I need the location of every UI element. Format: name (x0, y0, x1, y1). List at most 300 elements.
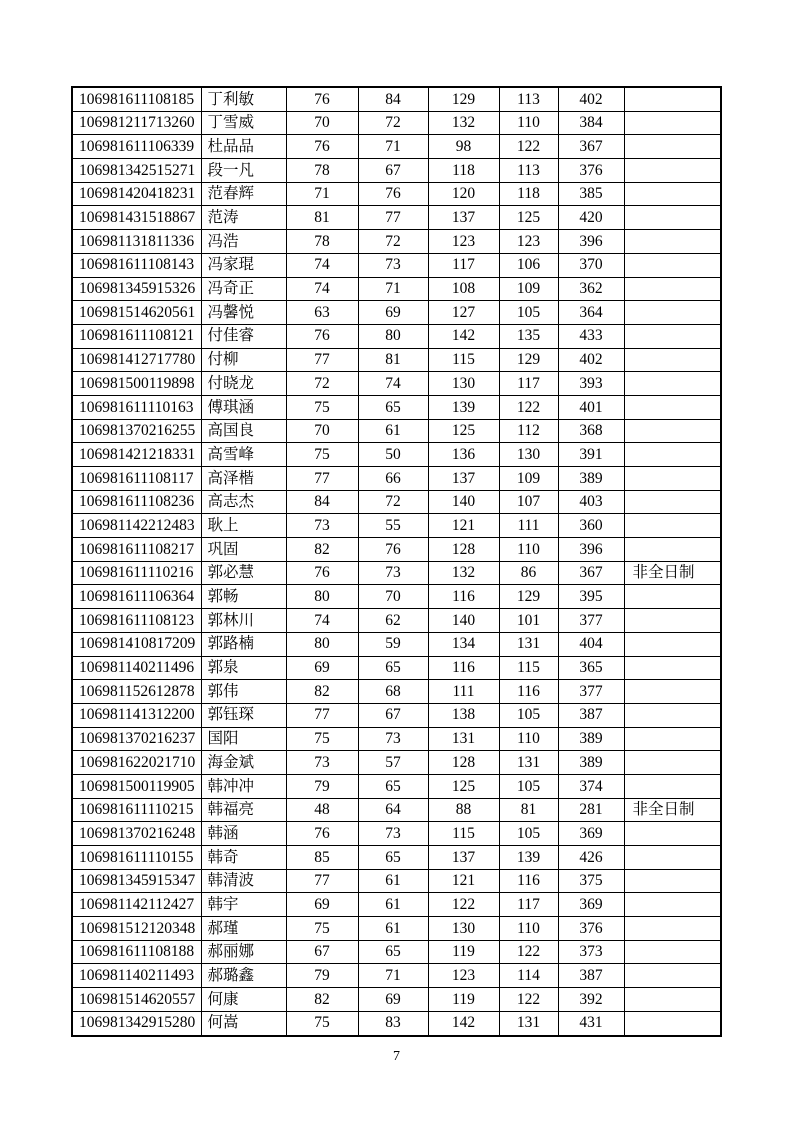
note-cell (624, 727, 721, 751)
total-score-cell: 389 (558, 467, 624, 491)
candidate-id-cell: 106981611108143 (72, 253, 201, 277)
candidate-id-cell: 106981152612878 (72, 680, 201, 704)
table-row (72, 988, 721, 1012)
score4-cell: 110 (499, 538, 558, 562)
score2-cell: 83 (358, 1011, 428, 1035)
candidate-name-cell: 巩固 (201, 538, 286, 562)
candidate-name-cell: 韩冲冲 (201, 774, 286, 798)
candidate-name-cell: 范春辉 (201, 182, 286, 206)
table-row (72, 206, 721, 230)
note-cell (624, 348, 721, 372)
note-cell (624, 277, 721, 301)
score4-cell: 118 (499, 182, 558, 206)
candidate-name-cell: 韩福亮 (201, 798, 286, 822)
candidate-name-cell: 段一凡 (201, 159, 286, 183)
score1-cell: 76 (286, 561, 358, 585)
note-cell (624, 632, 721, 656)
total-score-cell: 391 (558, 443, 624, 467)
candidate-id-cell: 106981611108123 (72, 609, 201, 633)
score4-cell: 129 (499, 585, 558, 609)
score4-cell: 131 (499, 1011, 558, 1035)
table-row (72, 277, 721, 301)
total-score-cell: 377 (558, 609, 624, 633)
total-score-cell: 377 (558, 680, 624, 704)
candidate-name-cell: 杜品品 (201, 135, 286, 159)
score2-cell: 72 (358, 111, 428, 135)
score2-cell: 61 (358, 869, 428, 893)
score4-cell: 131 (499, 751, 558, 775)
score1-cell: 75 (286, 395, 358, 419)
candidate-name-cell: 丁雪威 (201, 111, 286, 135)
score1-cell: 73 (286, 514, 358, 538)
score3-cell: 115 (428, 348, 499, 372)
candidate-id-cell: 106981345915326 (72, 277, 201, 301)
table-row (72, 490, 721, 514)
score3-cell: 115 (428, 822, 499, 846)
score4-cell: 116 (499, 680, 558, 704)
score2-cell: 72 (358, 230, 428, 254)
score3-cell: 140 (428, 609, 499, 633)
note-cell (624, 869, 721, 893)
candidate-name-cell: 付柳 (201, 348, 286, 372)
score3-cell: 123 (428, 964, 499, 988)
table-row (72, 656, 721, 680)
score1-cell: 77 (286, 348, 358, 372)
candidate-id-cell: 106981410817209 (72, 632, 201, 656)
score4-cell: 101 (499, 609, 558, 633)
candidate-name-cell: 韩涵 (201, 822, 286, 846)
note-cell (624, 822, 721, 846)
score2-cell: 73 (358, 822, 428, 846)
table-row (72, 869, 721, 893)
score2-cell: 50 (358, 443, 428, 467)
candidate-id-cell: 106981500119898 (72, 372, 201, 396)
total-score-cell: 376 (558, 159, 624, 183)
note-cell (624, 988, 721, 1012)
table-row (72, 798, 721, 822)
score1-cell: 80 (286, 585, 358, 609)
score1-cell: 77 (286, 703, 358, 727)
score2-cell: 77 (358, 206, 428, 230)
total-score-cell: 395 (558, 585, 624, 609)
score4-cell: 114 (499, 964, 558, 988)
score1-cell: 70 (286, 111, 358, 135)
score4-cell: 125 (499, 206, 558, 230)
table-row (72, 514, 721, 538)
score2-cell: 70 (358, 585, 428, 609)
note-cell (624, 893, 721, 917)
note-cell (624, 324, 721, 348)
candidate-id-cell: 106981611108121 (72, 324, 201, 348)
score1-cell: 70 (286, 419, 358, 443)
note-cell (624, 135, 721, 159)
score1-cell: 75 (286, 1011, 358, 1035)
candidate-name-cell: 何嵩 (201, 1011, 286, 1035)
candidate-name-cell: 郭畅 (201, 585, 286, 609)
score1-cell: 80 (286, 632, 358, 656)
total-score-cell: 404 (558, 632, 624, 656)
candidate-name-cell: 海金斌 (201, 751, 286, 775)
total-score-cell: 360 (558, 514, 624, 538)
candidate-id-cell: 106981611108188 (72, 940, 201, 964)
total-score-cell: 376 (558, 917, 624, 941)
score2-cell: 57 (358, 751, 428, 775)
note-cell (624, 940, 721, 964)
score2-cell: 73 (358, 253, 428, 277)
score1-cell: 82 (286, 988, 358, 1012)
score4-cell: 105 (499, 774, 558, 798)
note-cell (624, 372, 721, 396)
score3-cell: 125 (428, 419, 499, 443)
table-row (72, 443, 721, 467)
total-score-cell: 281 (558, 798, 624, 822)
score2-cell: 72 (358, 490, 428, 514)
score4-cell: 109 (499, 277, 558, 301)
score3-cell: 130 (428, 917, 499, 941)
total-score-cell: 365 (558, 656, 624, 680)
note-cell (624, 253, 721, 277)
total-score-cell: 389 (558, 727, 624, 751)
table-row (72, 703, 721, 727)
total-score-cell: 374 (558, 774, 624, 798)
score2-cell: 80 (358, 324, 428, 348)
candidate-name-cell: 冯奇正 (201, 277, 286, 301)
score3-cell: 98 (428, 135, 499, 159)
score2-cell: 61 (358, 893, 428, 917)
total-score-cell: 403 (558, 490, 624, 514)
candidate-id-cell: 106981370216255 (72, 419, 201, 443)
score4-cell: 86 (499, 561, 558, 585)
candidate-name-cell: 郭伟 (201, 680, 286, 704)
score1-cell: 76 (286, 135, 358, 159)
candidate-name-cell: 郭必慧 (201, 561, 286, 585)
candidate-name-cell: 郝璐鑫 (201, 964, 286, 988)
score1-cell: 75 (286, 727, 358, 751)
score4-cell: 122 (499, 940, 558, 964)
candidate-id-cell: 106981611110155 (72, 846, 201, 870)
score4-cell: 109 (499, 467, 558, 491)
score2-cell: 67 (358, 159, 428, 183)
table-row (72, 680, 721, 704)
candidate-name-cell: 郭钰琛 (201, 703, 286, 727)
candidate-id-cell: 106981140211496 (72, 656, 201, 680)
candidate-id-cell: 106981342915280 (72, 1011, 201, 1035)
score1-cell: 72 (286, 372, 358, 396)
table-row (72, 253, 721, 277)
score2-cell: 61 (358, 419, 428, 443)
candidate-id-cell: 106981370216248 (72, 822, 201, 846)
table-row (72, 301, 721, 325)
note-cell (624, 395, 721, 419)
score4-cell: 105 (499, 703, 558, 727)
table-row (72, 964, 721, 988)
table-row (72, 111, 721, 135)
score3-cell: 138 (428, 703, 499, 727)
score4-cell: 105 (499, 822, 558, 846)
score3-cell: 130 (428, 372, 499, 396)
total-score-cell: 392 (558, 988, 624, 1012)
total-score-cell: 369 (558, 822, 624, 846)
table-row (72, 159, 721, 183)
note-cell (624, 419, 721, 443)
note-cell (624, 1011, 721, 1035)
score2-cell: 71 (358, 964, 428, 988)
score3-cell: 120 (428, 182, 499, 206)
note-cell (624, 846, 721, 870)
score1-cell: 74 (286, 609, 358, 633)
candidate-id-cell: 106981211713260 (72, 111, 201, 135)
score3-cell: 121 (428, 869, 499, 893)
candidate-name-cell: 韩宇 (201, 893, 286, 917)
score1-cell: 77 (286, 467, 358, 491)
score2-cell: 61 (358, 917, 428, 941)
score3-cell: 119 (428, 988, 499, 1012)
score2-cell: 84 (358, 87, 428, 111)
total-score-cell: 396 (558, 230, 624, 254)
candidate-id-cell: 106981611106339 (72, 135, 201, 159)
score2-cell: 74 (358, 372, 428, 396)
score4-cell: 107 (499, 490, 558, 514)
candidate-name-cell: 高泽楷 (201, 467, 286, 491)
candidate-name-cell: 郝瑾 (201, 917, 286, 941)
total-score-cell: 373 (558, 940, 624, 964)
note-cell (624, 680, 721, 704)
score1-cell: 73 (286, 751, 358, 775)
candidate-id-cell: 106981345915347 (72, 869, 201, 893)
candidate-id-cell: 106981611106364 (72, 585, 201, 609)
score1-cell: 81 (286, 206, 358, 230)
score3-cell: 131 (428, 727, 499, 751)
total-score-cell: 387 (558, 703, 624, 727)
total-score-cell: 369 (558, 893, 624, 917)
table-row (72, 632, 721, 656)
candidate-id-cell: 106981611108185 (72, 87, 201, 111)
total-score-cell: 433 (558, 324, 624, 348)
score3-cell: 117 (428, 253, 499, 277)
candidate-name-cell: 韩奇 (201, 846, 286, 870)
score-table-body (72, 87, 721, 1036)
candidate-name-cell: 郭泉 (201, 656, 286, 680)
score2-cell: 76 (358, 182, 428, 206)
score4-cell: 110 (499, 917, 558, 941)
score3-cell: 137 (428, 846, 499, 870)
candidate-name-cell: 付晓龙 (201, 372, 286, 396)
candidate-name-cell: 高志杰 (201, 490, 286, 514)
total-score-cell: 384 (558, 111, 624, 135)
score3-cell: 123 (428, 230, 499, 254)
score4-cell: 135 (499, 324, 558, 348)
score4-cell: 115 (499, 656, 558, 680)
table-row (72, 467, 721, 491)
note-cell (624, 159, 721, 183)
score3-cell: 122 (428, 893, 499, 917)
note-cell (624, 443, 721, 467)
table-row (72, 917, 721, 941)
page-number: 7 (393, 1049, 400, 1064)
note-cell (624, 774, 721, 798)
total-score-cell: 431 (558, 1011, 624, 1035)
score2-cell: 69 (358, 301, 428, 325)
table-row (72, 822, 721, 846)
table-row (72, 372, 721, 396)
total-score-cell: 362 (558, 277, 624, 301)
score1-cell: 75 (286, 443, 358, 467)
score4-cell: 131 (499, 632, 558, 656)
candidate-name-cell: 丁利敏 (201, 87, 286, 111)
score1-cell: 63 (286, 301, 358, 325)
total-score-cell: 364 (558, 301, 624, 325)
score4-cell: 112 (499, 419, 558, 443)
score-table (71, 86, 722, 1037)
score4-cell: 113 (499, 159, 558, 183)
score3-cell: 137 (428, 467, 499, 491)
score3-cell: 142 (428, 324, 499, 348)
score2-cell: 59 (358, 632, 428, 656)
score4-cell: 139 (499, 846, 558, 870)
score2-cell: 73 (358, 561, 428, 585)
candidate-name-cell: 付佳睿 (201, 324, 286, 348)
candidate-id-cell: 106981512120348 (72, 917, 201, 941)
score2-cell: 65 (358, 774, 428, 798)
score3-cell: 108 (428, 277, 499, 301)
score1-cell: 67 (286, 940, 358, 964)
candidate-name-cell: 高雪峰 (201, 443, 286, 467)
score1-cell: 71 (286, 182, 358, 206)
score4-cell: 122 (499, 135, 558, 159)
candidate-name-cell: 何康 (201, 988, 286, 1012)
score4-cell: 122 (499, 988, 558, 1012)
score1-cell: 75 (286, 917, 358, 941)
note-cell: 非全日制 (624, 798, 721, 822)
total-score-cell: 367 (558, 561, 624, 585)
note-cell (624, 656, 721, 680)
table-row (72, 940, 721, 964)
candidate-id-cell: 106981622021710 (72, 751, 201, 775)
candidate-name-cell: 郭路楠 (201, 632, 286, 656)
table-row (72, 135, 721, 159)
score2-cell: 69 (358, 988, 428, 1012)
score4-cell: 110 (499, 111, 558, 135)
score4-cell: 129 (499, 348, 558, 372)
candidate-id-cell: 106981142112427 (72, 893, 201, 917)
candidate-name-cell: 冯家琨 (201, 253, 286, 277)
table-row (72, 324, 721, 348)
note-cell (624, 230, 721, 254)
candidate-id-cell: 106981141312200 (72, 703, 201, 727)
score1-cell: 82 (286, 680, 358, 704)
candidate-name-cell: 郭林川 (201, 609, 286, 633)
note-cell (624, 182, 721, 206)
score4-cell: 105 (499, 301, 558, 325)
score3-cell: 132 (428, 111, 499, 135)
table-row (72, 419, 721, 443)
score1-cell: 79 (286, 964, 358, 988)
score3-cell: 118 (428, 159, 499, 183)
score2-cell: 66 (358, 467, 428, 491)
candidate-id-cell: 106981370216237 (72, 727, 201, 751)
note-cell (624, 514, 721, 538)
score3-cell: 121 (428, 514, 499, 538)
score2-cell: 65 (358, 656, 428, 680)
candidate-id-cell: 106981412717780 (72, 348, 201, 372)
score3-cell: 127 (428, 301, 499, 325)
candidate-id-cell: 106981611110163 (72, 395, 201, 419)
score4-cell: 113 (499, 87, 558, 111)
score4-cell: 123 (499, 230, 558, 254)
note-cell (624, 964, 721, 988)
total-score-cell: 396 (558, 538, 624, 562)
score2-cell: 62 (358, 609, 428, 633)
score2-cell: 71 (358, 277, 428, 301)
candidate-name-cell: 冯馨悦 (201, 301, 286, 325)
candidate-id-cell: 106981611108217 (72, 538, 201, 562)
note-cell (624, 751, 721, 775)
score3-cell: 139 (428, 395, 499, 419)
score1-cell: 76 (286, 87, 358, 111)
table-row (72, 609, 721, 633)
total-score-cell: 420 (558, 206, 624, 230)
total-score-cell: 370 (558, 253, 624, 277)
note-cell (624, 206, 721, 230)
score4-cell: 81 (499, 798, 558, 822)
score4-cell: 110 (499, 727, 558, 751)
score3-cell: 129 (428, 87, 499, 111)
score2-cell: 76 (358, 538, 428, 562)
score3-cell: 140 (428, 490, 499, 514)
candidate-name-cell: 国阳 (201, 727, 286, 751)
table-row (72, 1011, 721, 1035)
candidate-id-cell: 106981140211493 (72, 964, 201, 988)
note-cell: 非全日制 (624, 561, 721, 585)
candidate-name-cell: 韩清波 (201, 869, 286, 893)
candidate-name-cell: 冯浩 (201, 230, 286, 254)
score3-cell: 119 (428, 940, 499, 964)
score4-cell: 117 (499, 893, 558, 917)
total-score-cell: 367 (558, 135, 624, 159)
total-score-cell: 387 (558, 964, 624, 988)
score2-cell: 65 (358, 940, 428, 964)
candidate-name-cell: 高国良 (201, 419, 286, 443)
candidate-id-cell: 106981131811336 (72, 230, 201, 254)
score3-cell: 116 (428, 656, 499, 680)
candidate-id-cell: 106981342515271 (72, 159, 201, 183)
candidate-id-cell: 106981611110215 (72, 798, 201, 822)
candidate-name-cell: 郝丽娜 (201, 940, 286, 964)
score4-cell: 116 (499, 869, 558, 893)
score1-cell: 76 (286, 822, 358, 846)
table-row (72, 561, 721, 585)
note-cell (624, 111, 721, 135)
score3-cell: 111 (428, 680, 499, 704)
score3-cell: 137 (428, 206, 499, 230)
score2-cell: 65 (358, 395, 428, 419)
note-cell (624, 87, 721, 111)
score2-cell: 73 (358, 727, 428, 751)
table-row (72, 538, 721, 562)
score1-cell: 74 (286, 253, 358, 277)
candidate-name-cell: 范涛 (201, 206, 286, 230)
score1-cell: 78 (286, 230, 358, 254)
table-row (72, 751, 721, 775)
note-cell (624, 585, 721, 609)
note-cell (624, 538, 721, 562)
score1-cell: 76 (286, 324, 358, 348)
total-score-cell: 402 (558, 87, 624, 111)
candidate-name-cell: 傅琪涵 (201, 395, 286, 419)
candidate-id-cell: 106981514620561 (72, 301, 201, 325)
table-row (72, 846, 721, 870)
candidate-id-cell: 106981420418231 (72, 182, 201, 206)
